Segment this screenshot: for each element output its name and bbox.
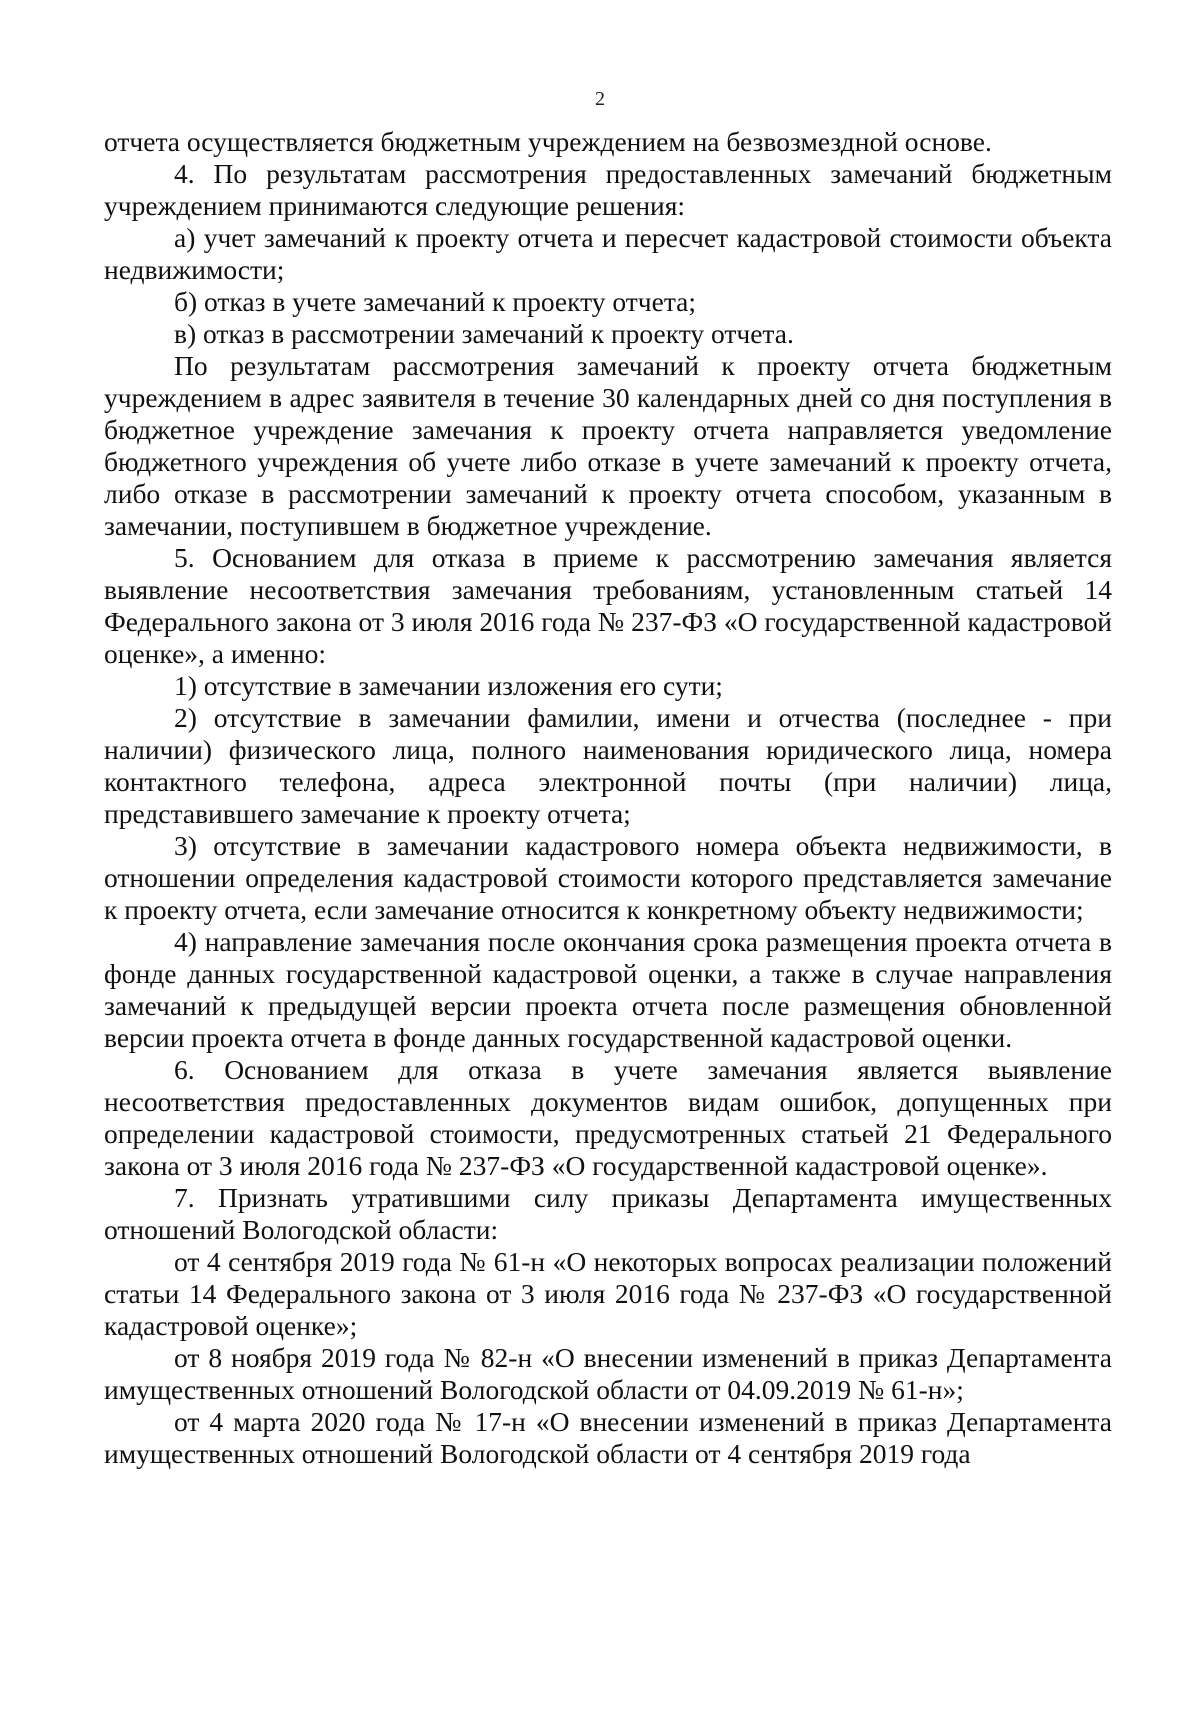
- paragraph-item-7: 7. Признать утратившими силу приказы Департамента имущественных отношений Вологодской области:: [104, 1182, 1112, 1245]
- paragraph-repealed-order-1: от 4 сентября 2019 года № 61-н «О некоторых вопросах реализации положений статьи 14 Федерального закона от 3 июля 2016 года № 237-ФЗ «О государственной кадастровой оценке»;: [104, 1246, 1112, 1341]
- paragraph-repealed-order-3: от 4 марта 2020 года № 17-н «О внесении изменений в приказ Департамента имущественных отношений Вологодской области от 4 сентября 2019 года: [104, 1406, 1112, 1469]
- paragraph-item-4: 4. По результатам рассмотрения предоставленных замечаний бюджетным учреждением принимаются следующие решения:: [104, 158, 1112, 221]
- paragraph-subitem-4: 4) направление замечания после окончания срока размещения проекта отчета в фонде данных государственной кадастровой оценки, а также в случае направления замечаний к предыдущей версии проекта отчета после размещения обновленной версии проекта отчета в фонде данных государственной кадастровой оценки.: [104, 926, 1112, 1053]
- paragraph-item-5: 5. Основанием для отказа в приеме к рассмотрению замечания является выявление несоответствия замечания требованиям, установленным статьей 14 Федерального закона от 3 июля 2016 года № 237-ФЗ «О государственной кадастровой оценке», а именно:: [104, 542, 1112, 669]
- paragraph-repealed-order-2: от 8 ноября 2019 года № 82-н «О внесении изменений в приказ Департамента имущественных отношений Вологодской области от 04.09.2019 № 61-н»;: [104, 1342, 1112, 1405]
- paragraph-subitem-2: 2) отсутствие в замечании фамилии, имени и отчества (последнее - при наличии) физического лица, полного наименования юридического лица, номера контактного телефона, адреса электронной почты (при наличии) лица, представившего замечание к проекту отчета;: [104, 702, 1112, 829]
- paragraph-subitem-b: б) отказ в учете замечаний к проекту отчета;: [174, 286, 697, 317]
- document-body: [104, 126, 1112, 1470]
- paragraph-subitem-1: 1) отсутствие в замечании изложения его сути;: [174, 670, 723, 701]
- paragraph-notification: По результатам рассмотрения замечаний к проекту отчета бюджетным учреждением в адрес заявителя в течение 30 календарных дней со дня поступления в бюджетное учреждение замечания к проекту отчета направляется уведомление бюджетного учреждения об учете либо отказе в учете замечаний к проекту отчета, либо отказе в рассмотрении замечаний к проекту отчета способом, указанным в замечании, поступившем в бюджетное учреждение.: [104, 350, 1112, 541]
- paragraph-subitem-3: 3) отсутствие в замечании кадастрового номера объекта недвижимости, в отношении определения кадастровой стоимости которого представляется замечание к проекту отчета, если замечание относится к конкретному объекту недвижимости;: [104, 830, 1112, 925]
- paragraph-continuation: отчета осуществляется бюджетным учреждением на безвозмездной основе.: [104, 126, 992, 157]
- paragraph-subitem-v: в) отказ в рассмотрении замечаний к проекту отчета.: [174, 318, 794, 349]
- paragraph-item-6: 6. Основанием для отказа в учете замечания является выявление несоответствия предоставленных документов видам ошибок, допущенных при определении кадастровой стоимости, предусмотренных статьей 21 Федерального закона от 3 июля 2016 года № 237-ФЗ «О государственной кадастровой оценке».: [104, 1054, 1112, 1181]
- paragraph-subitem-a: а) учет замечаний к проекту отчета и пересчет кадастровой стоимости объекта недвижимости;: [104, 222, 1112, 285]
- page-number: 2: [595, 88, 605, 110]
